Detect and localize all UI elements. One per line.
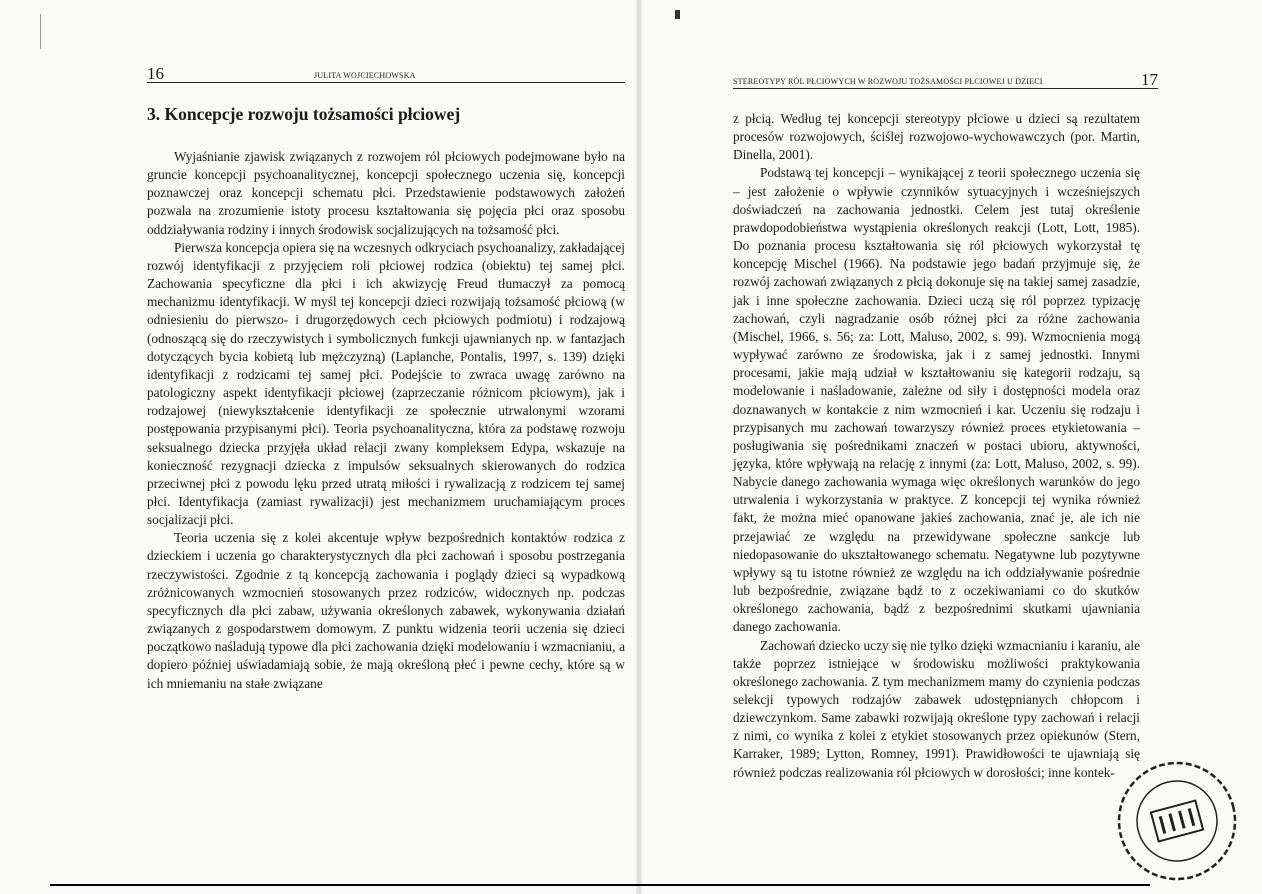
left-page-number: 16 (147, 64, 164, 83)
paragraph: Wyjaśnianie zjawisk związanych z rozwojem ról płciowych podejmowane było na gruncie koncepcji psychoanalitycznej, koncepcji społecznego uczenia się, koncepcji poznawczej oraz koncepcji schematu płci. Przedstawienie podstawowych założeń pozwala na zrozumienie istoty procesu kształtowania się pojęcia płci oraz sposobu oddziaływania rodziny i innych środowisk socjalizujących na tożsamość płci. (147, 149, 625, 237)
right-running-head: STEREOTYPY RÓL PŁCIOWYCH W ROZWOJU TOŻSAMOŚCI PŁCIOWEJ U DZIECI (733, 77, 1043, 86)
right-body (733, 110, 1140, 782)
left-body (147, 148, 625, 693)
paragraph: Pierwsza koncepcja opiera się na wczesnych odkryciach psychoanalizy, zakładającej rozwój identyfikacji z przyjęciem roli płciowej rodzica (obiektu) tej samej płci. Zachowania specyficzne dla płci i ich akwizycję Freud tłumaczył za pomocą mechanizmu identyfikacji. W myśl tej koncepcji dzieci rozwijają tożsamość płciową (w odniesieniu do pierwszo- i drugorzędowych cech płciowych podmiotu) i rodzajową (odnoszącą się do rzeczywistych i symbolicznych funkcji ujawnianych np. w fantazjach dotyczących bycia kobietą lub mężczyzną) (Laplanche, Pontalis, 1997, s. 139) dzięki identyfikacji z rodzicami tej samej płci. Podejście to zwraca uwagę zarówno na patologiczny aspekt identyfikacji płciowej (zaprzeczanie różnicom płciowym), jak i rodzajowej (niewykształcenie identyfikacji ze społecznie utrwalonymi wzorami postępowania przypisanymi płci). Teoria psychoanalityczna, która za podstawę rozwoju seksualnego dziecka przyjęła układ relacji zwany kompleksem Edypa, wskazuje na konieczność rezygnacji dziecka z impulsów seksualnych skierowanych do rodzica przeciwnej płci z powodu lęku przed utratą miłości i rywalizacją z rodzicem tej samej płci. Identyfikacja (zamiast rywalizacji) jest mechanizmem uruchamiającym proces socjalizacji płci. (147, 239, 625, 528)
paragraph: Zachowań dziecko uczy się nie tylko dzięki wzmacnianiu i karaniu, ale także poprzez istniejące w środowisku możliwości praktykowania określonego zachowania. Z tym mechanizmem mamy do czynienia podczas selekcji typowych rodzajów zabawek udostępnianych chłopcom i dziewczynkom. Same zabawki rozwijają określone typy zachowań i relacji z nimi, co wynika z kolei z etykiet stosowanych przez opiekunów (Stern, Karraker, 1989; Lytton, Romney, 1991). Prawidłowości te ujawniają się również podczas realizowania ról płciowych w dorosłości; inne kontek- (733, 637, 1140, 780)
left-header (147, 62, 625, 83)
library-stamp (1112, 756, 1242, 886)
section-title: 3. Koncepcje rozwoju tożsamości płciowej (147, 104, 461, 124)
paragraph: Podstawą tej koncepcji – wynikającej z teorii społecznego uczenia się – jest założenie o wpływie czynników sytuacyjnych i wcześniejszych doświadczeń na zachowania jednostki. Celem jest tutaj określenie prawdopodobieństwa wystąpienia określonych reakcji (Lott, Lott, 1985). Do poznania procesu kształtowania się ról płciowych wykorzystał tę koncepcję Mischel (1966). Na podstawie jego badań przyjmuje się, że rozwój zachowań związanych z płcią dokonuje się na takiej samej zasadzie, jak i inne społeczne zachowania. Dzieci uczą się ról poprzez typizację zachowań, czyli nagradzanie osób różnej płci za różne zachowania (Mischel, 1966, s. 56; za: Lott, Maluso, 2002, s. 99). Wzmocnienia mogą wypływać zarówno ze środowiska, jak i z samej jednostki. Innymi procesami, jakie mają udział w kształtowaniu się kategorii rodzaju, są modelowanie i naśladowanie, zależne od siły i dostępności modela oraz doznawanych w kontakcie z nim wzmocnień i kar. Uczeniu się rodzaju i przypisanych mu zachowań towarzyszy również proces etykietowania – posługiwania się pośrednikami znaczeń w postaci ubioru, aktywności, języka, które wpływają na relację z innymi (za: Lott, Maluso, 2002, s. 99). Nabycie danego zachowania wymaga więc określonych warunków do jego utrwalenia i wykorzystania w praktyce. Z koncepcji tej wynika również fakt, że można mieć opanowane jakieś zachowania, znać je, ale ich nie przejawiać ze względu na przewidywane społeczne sankcje lub niedopasowanie do ukształtowanego schematu. Negatywne lub pozytywne wpływy są tu istotne również ze względu na ich oddziaływanie pośrednie lub bezpośrednie, związane bądź to z oczekiwaniami co do skutków określonego zachowania, bądź z bezpośrednimi skutkami ujawniania danego zachowania. (733, 165, 1140, 635)
left-running-head: JULITA WOJCIECHOWSKA (314, 71, 416, 80)
paragraph: z płcią. Według tej koncepcji stereotypy płciowe u dzieci są rezultatem procesów rozwojowych, ściślej rozwojowo-wychowawczych (por. Martin, Dinella, 2001). (733, 111, 1140, 163)
right-page-number: 17 (1141, 70, 1158, 89)
right-header (733, 66, 1158, 89)
paragraph: Teoria uczenia się z kolei akcentuje wpływ bezpośrednich kontaktów rodzica z dzieckiem i uczenia go charakterystycznych dla płci zachowań i sposobu postrzegania rzeczywistości. Zgodnie z tą koncepcją zachowania i poglądy dzieci są wypadkową zróżnicowanych wzmocnień stosowanych przez rodziców, widocznych np. podczas specyficznych dla płci zabaw, używania określonych zabawek, wykonywania działań związanych z gospodarstwem domowym. Z punktu widzenia teorii uczenia się dzieci początkowo naśladują typowe dla płci zachowania dzięki modelowaniu i wzmacnianiu, a dopiero później uświadamiają sobie, że mają określoną płeć i pewne cechy, które są w ich mniemaniu na stałe związane (147, 530, 625, 691)
scan-bottom-edge (50, 884, 1150, 886)
